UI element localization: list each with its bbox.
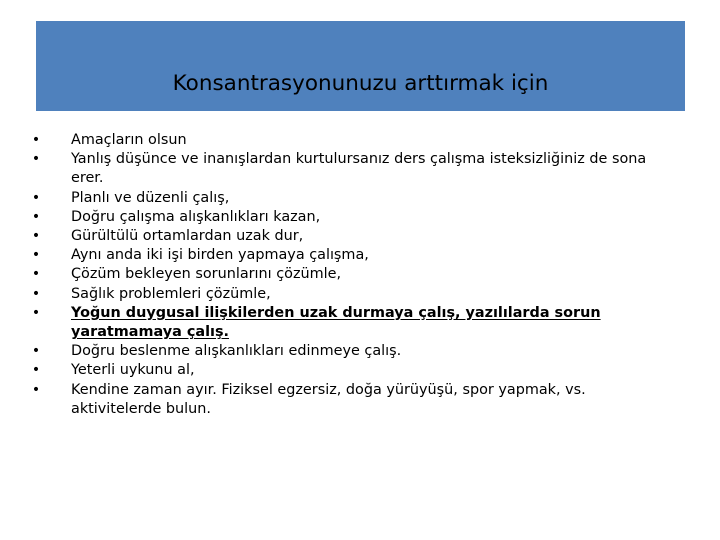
bullet-text: Aynı anda iki işi birden yapmaya çalışma, <box>71 247 369 264</box>
bullet-dot-icon: • <box>31 247 41 264</box>
bullet-text: Çözüm bekleyen sorunlarını çözümle, <box>71 266 342 283</box>
bullet-item <box>26 150 666 188</box>
bullet-text: Doğru çalışma alışkanlıkları kazan, <box>71 208 321 225</box>
bullet-dot-icon: • <box>31 266 41 283</box>
bullet-list <box>26 131 666 419</box>
bullet-text: Yanlış düşünce ve inanışlardan kurtulursanız ders çalışma isteksizliğiniz de sona erer. <box>71 151 647 187</box>
bullet-text: Kendine zaman ayır. Fiziksel egzersiz, doğa yürüyüşü, spor yapmak, vs. aktivitelerde bulun. <box>71 381 586 417</box>
bullet-text: Doğru beslenme alışkanlıkları edinmeye çalış. <box>71 343 402 360</box>
bullet-item <box>26 342 666 361</box>
slide-title: Konsantrasyonunuzu arttırmak için <box>172 71 549 96</box>
bullet-dot-icon: • <box>31 285 41 302</box>
bullet-item <box>26 285 666 304</box>
bullet-dot-icon: • <box>31 228 41 245</box>
bullet-dot-icon: • <box>31 208 41 225</box>
bullet-dot-icon: • <box>31 381 41 398</box>
bullet-item <box>26 227 666 246</box>
bullet-item <box>26 208 666 227</box>
bullet-item <box>26 246 666 265</box>
bullet-item <box>26 265 666 284</box>
bullet-text: Yeterli uykunu al, <box>71 362 195 379</box>
bullet-text: Planlı ve düzenli çalış, <box>71 189 230 206</box>
bullet-dot-icon: • <box>31 132 41 148</box>
bullet-item <box>26 381 666 419</box>
bullet-item <box>26 189 666 208</box>
bullet-dot-icon: • <box>31 304 41 321</box>
bullet-item-emphasized <box>26 304 666 342</box>
bullet-text: Sağlık problemleri çözümle, <box>71 285 271 302</box>
bullet-item <box>26 131 666 150</box>
bullet-dot-icon: • <box>31 151 41 168</box>
bullet-text: Amaçların olsun <box>71 132 187 148</box>
bullet-dot-icon: • <box>31 343 41 360</box>
bullet-text: Gürültülü ortamlardan uzak dur, <box>71 228 304 245</box>
bullet-dot-icon: • <box>31 189 41 206</box>
bullet-item <box>26 361 666 380</box>
bullet-dot-icon: • <box>31 362 41 379</box>
title-banner <box>36 21 685 111</box>
bullet-text-underlined: Yoğun duygusal ilişkilerden uzak durmaya çalış, yazılılarda sorun yaratmamaya çalış. <box>71 304 601 341</box>
